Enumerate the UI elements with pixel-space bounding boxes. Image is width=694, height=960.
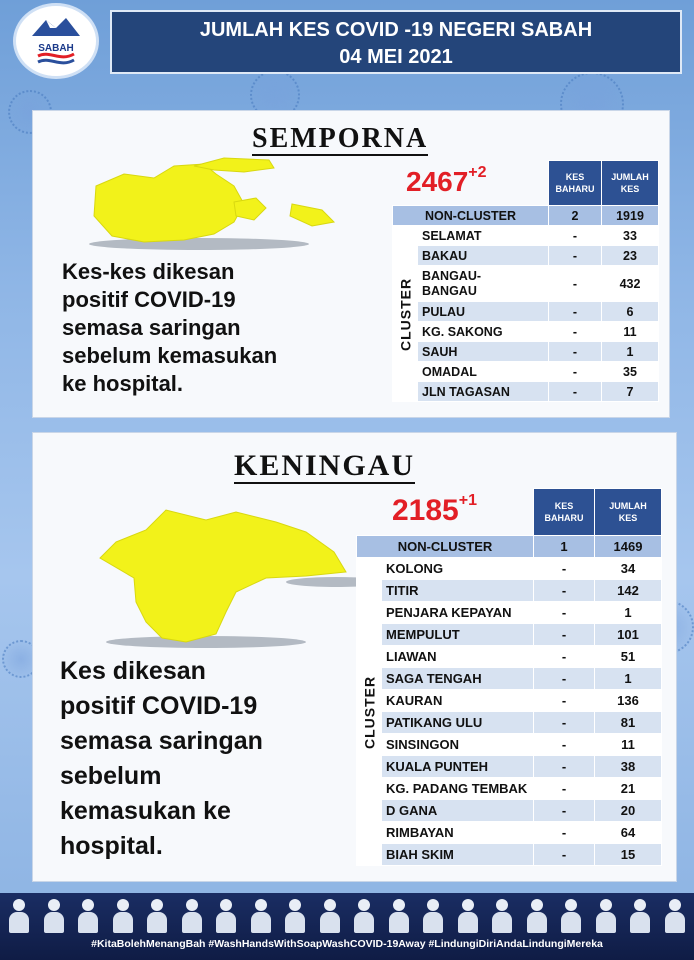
person-icon bbox=[560, 899, 582, 933]
new-cases: - bbox=[534, 690, 595, 712]
description-line: kemasukan ke bbox=[60, 797, 231, 825]
district-title: SEMPORNA bbox=[252, 123, 429, 154]
total-cases: 21 bbox=[595, 778, 662, 800]
person-icon bbox=[491, 899, 513, 933]
new-cases: 1 bbox=[534, 536, 595, 558]
cluster-name: SELAMAT bbox=[418, 226, 549, 246]
frontliner-figures bbox=[8, 899, 686, 935]
person-icon bbox=[146, 899, 168, 933]
description-line: ke hospital. bbox=[62, 371, 184, 396]
cluster-name: SAGA TENGAH bbox=[382, 668, 534, 690]
cluster-name: TITIR bbox=[382, 580, 534, 602]
table-row bbox=[393, 302, 659, 322]
description-line: positif COVID-19 bbox=[62, 287, 236, 312]
new-cases: - bbox=[549, 322, 602, 342]
person-icon bbox=[664, 899, 686, 933]
description-line: sebelum bbox=[60, 762, 162, 790]
table-row bbox=[393, 342, 659, 362]
table-row bbox=[357, 734, 662, 756]
non-cluster-label: NON-CLUSTER bbox=[393, 206, 549, 226]
table-row bbox=[357, 756, 662, 778]
cluster-name: KG. SAKONG bbox=[418, 322, 549, 342]
total-cases-header: JUMLAH KES bbox=[595, 489, 662, 536]
sabah-logo bbox=[16, 6, 96, 76]
cluster-name: JLN TAGASAN bbox=[418, 382, 549, 402]
total-cases: 136 bbox=[595, 690, 662, 712]
cluster-name: OMADAL bbox=[418, 362, 549, 382]
keningau-map bbox=[86, 502, 386, 652]
total-cases: 1469 bbox=[595, 536, 662, 558]
new-cases: - bbox=[534, 646, 595, 668]
total-cases: 38 bbox=[595, 756, 662, 778]
description-line: positif COVID-19 bbox=[60, 692, 258, 720]
total-cases: 2185 bbox=[392, 494, 459, 527]
description-line: hospital. bbox=[60, 832, 163, 860]
semporna-description bbox=[62, 258, 277, 398]
cluster-name: MEMPULUT bbox=[382, 624, 534, 646]
new-cases: - bbox=[549, 226, 602, 246]
cluster-name: KAURAN bbox=[382, 690, 534, 712]
semporna-map bbox=[84, 156, 344, 256]
new-cases: - bbox=[534, 778, 595, 800]
total-cases-header: JUMLAH KES bbox=[602, 161, 659, 206]
total-cases: 101 bbox=[595, 624, 662, 646]
cluster-name: KUALA PUNTEH bbox=[382, 756, 534, 778]
person-icon bbox=[250, 899, 272, 933]
new-cases: - bbox=[534, 800, 595, 822]
total-cases: 7 bbox=[602, 382, 659, 402]
bottom-banner bbox=[0, 893, 694, 960]
person-icon bbox=[388, 899, 410, 933]
person-icon bbox=[77, 899, 99, 933]
keningau-description bbox=[60, 654, 263, 864]
new-cases: - bbox=[534, 756, 595, 778]
description-line: semasa saringan bbox=[62, 315, 241, 340]
person-icon bbox=[422, 899, 444, 933]
total-cases: 33 bbox=[602, 226, 659, 246]
total-cases: 1 bbox=[602, 342, 659, 362]
person-icon bbox=[43, 899, 65, 933]
new-cases-increase: +1 bbox=[458, 492, 477, 509]
table-row bbox=[357, 822, 662, 844]
cluster-name: SINSINGON bbox=[382, 734, 534, 756]
new-cases-header: KES BAHARU bbox=[549, 161, 602, 206]
total-cases: 11 bbox=[595, 734, 662, 756]
person-icon bbox=[595, 899, 617, 933]
table-row bbox=[357, 558, 662, 580]
new-cases-increase: +2 bbox=[468, 163, 487, 181]
total-cases: 11 bbox=[602, 322, 659, 342]
total-cases: 6 bbox=[602, 302, 659, 322]
total-cases: 81 bbox=[595, 712, 662, 734]
page-title bbox=[110, 10, 682, 74]
new-cases: - bbox=[549, 246, 602, 266]
cluster-name: BAKAU bbox=[418, 246, 549, 266]
person-icon bbox=[284, 899, 306, 933]
non-cluster-row bbox=[357, 536, 662, 558]
total-cases: 20 bbox=[595, 800, 662, 822]
cluster-name: SAUH bbox=[418, 342, 549, 362]
total-cases: 1919 bbox=[602, 206, 659, 226]
new-cases: - bbox=[549, 266, 602, 302]
new-cases: - bbox=[549, 302, 602, 322]
table-row bbox=[393, 226, 659, 246]
table-row bbox=[393, 266, 659, 302]
keningau-panel bbox=[32, 432, 677, 882]
table-row bbox=[357, 712, 662, 734]
cluster-name: RIMBAYAN bbox=[382, 822, 534, 844]
new-cases: - bbox=[534, 602, 595, 624]
total-cases: 23 bbox=[602, 246, 659, 266]
description-line: Kes-kes dikesan bbox=[62, 259, 235, 284]
new-cases: - bbox=[534, 558, 595, 580]
cluster-name: PATIKANG ULU bbox=[382, 712, 534, 734]
new-cases: 2 bbox=[549, 206, 602, 226]
table-row bbox=[357, 800, 662, 822]
hashtag-line: #KitaBolehMenangBah #WashHandsWithSoapWashCOVID-19Away #LindungiDiriAndaLindungiMereka bbox=[91, 938, 603, 950]
table-row bbox=[357, 690, 662, 712]
person-icon bbox=[353, 899, 375, 933]
cluster-name: LIAWAN bbox=[382, 646, 534, 668]
date-line: 04 MEI 2021 bbox=[339, 46, 453, 68]
table-row bbox=[357, 844, 662, 866]
person-icon bbox=[181, 899, 203, 933]
total-cases: 2467 bbox=[406, 166, 469, 197]
cluster-label: CLUSTER bbox=[393, 226, 418, 402]
table-row bbox=[357, 624, 662, 646]
person-icon bbox=[526, 899, 548, 933]
total-cases: 35 bbox=[602, 362, 659, 382]
keningau-case-table bbox=[356, 488, 662, 866]
table-row bbox=[393, 246, 659, 266]
total-cases: 432 bbox=[602, 266, 659, 302]
person-icon bbox=[457, 899, 479, 933]
cluster-name: BIAH SKIM bbox=[382, 844, 534, 866]
cluster-name: PENJARA KEPAYAN bbox=[382, 602, 534, 624]
cluster-name: PULAU bbox=[418, 302, 549, 322]
cluster-name: KG. PADANG TEMBAK bbox=[382, 778, 534, 800]
total-cases: 34 bbox=[595, 558, 662, 580]
person-icon bbox=[215, 899, 237, 933]
table-row bbox=[393, 362, 659, 382]
semporna-panel bbox=[32, 110, 670, 418]
person-icon bbox=[319, 899, 341, 933]
person-icon bbox=[112, 899, 134, 933]
table-row bbox=[357, 602, 662, 624]
cluster-name: D GANA bbox=[382, 800, 534, 822]
total-cases: 1 bbox=[595, 668, 662, 690]
total-cases: 142 bbox=[595, 580, 662, 602]
description-line: Kes dikesan bbox=[60, 657, 206, 685]
table-row bbox=[357, 646, 662, 668]
table-row bbox=[357, 580, 662, 602]
new-cases: - bbox=[549, 342, 602, 362]
table-row bbox=[357, 668, 662, 690]
total-cases: 64 bbox=[595, 822, 662, 844]
semporna-case-table bbox=[392, 160, 659, 402]
district-title: KENINGAU bbox=[234, 449, 416, 482]
new-cases: - bbox=[534, 844, 595, 866]
cluster-name: KOLONG bbox=[382, 558, 534, 580]
new-cases-header: KES BAHARU bbox=[534, 489, 595, 536]
total-cases: 15 bbox=[595, 844, 662, 866]
description-line: sebelum kemasukan bbox=[62, 343, 278, 368]
total-cases: 51 bbox=[595, 646, 662, 668]
cluster-name: BANGAU- BANGAU bbox=[418, 266, 549, 302]
table-row bbox=[393, 382, 659, 402]
non-cluster-row bbox=[393, 206, 659, 226]
new-cases: - bbox=[549, 362, 602, 382]
person-icon bbox=[8, 899, 30, 933]
total-cases: 1 bbox=[595, 602, 662, 624]
cluster-label: CLUSTER bbox=[357, 558, 382, 866]
new-cases: - bbox=[534, 822, 595, 844]
new-cases: - bbox=[534, 580, 595, 602]
non-cluster-label: NON-CLUSTER bbox=[357, 536, 534, 558]
new-cases: - bbox=[534, 734, 595, 756]
person-icon bbox=[629, 899, 651, 933]
new-cases: - bbox=[534, 668, 595, 690]
logo-text: SABAH bbox=[38, 43, 74, 54]
table-row bbox=[357, 778, 662, 800]
new-cases: - bbox=[549, 382, 602, 402]
table-row bbox=[393, 322, 659, 342]
description-line: semasa saringan bbox=[60, 727, 263, 755]
title-line: JUMLAH KES COVID -19 NEGERI SABAH bbox=[199, 19, 593, 41]
new-cases: - bbox=[534, 624, 595, 646]
new-cases: - bbox=[534, 712, 595, 734]
